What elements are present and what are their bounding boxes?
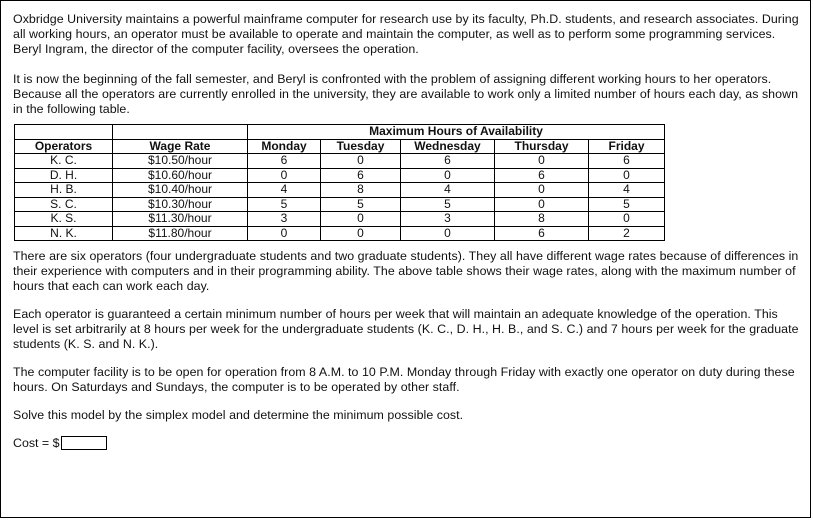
wage-cell: $10.60/hour xyxy=(113,168,248,183)
hours-cell: 0 xyxy=(248,226,321,241)
table-row xyxy=(15,154,665,169)
hours-cell: 0 xyxy=(321,226,401,241)
wage-cell: $10.40/hour xyxy=(113,183,248,198)
problem-content xyxy=(13,12,803,450)
operator-cell: S. C. xyxy=(15,197,113,212)
group-header: Maximum Hours of Availability xyxy=(248,125,665,140)
operator-cell: K. C. xyxy=(15,154,113,169)
hours-cell: 0 xyxy=(495,197,589,212)
question-paragraph: Solve this model by the simplex model and determine the minimum possible cost. xyxy=(13,408,464,422)
hours-cell: 5 xyxy=(321,197,401,212)
header-thursday: Thursday xyxy=(495,139,589,154)
header-tuesday: Tuesday xyxy=(321,139,401,154)
minimum-hours-paragraph: Each operator is guaranteed a certain minimum number of hours per week that will maintain an adequate knowledge of the operation. This level is set arbitrarily at 8 hours per week for the undergraduate students (K. C., D. H., H. B., and S. C.) and 7 hours per week for the graduate students (K. S. and N. K.). xyxy=(13,307,799,351)
table-row xyxy=(15,197,665,212)
hours-cell: 6 xyxy=(495,168,589,183)
wage-cell: $11.80/hour xyxy=(113,226,248,241)
table-row xyxy=(15,183,665,198)
operator-cell: N. K. xyxy=(15,226,113,241)
table-row xyxy=(15,168,665,183)
hours-cell: 5 xyxy=(401,197,495,212)
header-operators: Operators xyxy=(15,139,113,154)
wage-cell: $11.30/hour xyxy=(113,212,248,227)
header-friday: Friday xyxy=(589,139,665,154)
wage-cell: $10.50/hour xyxy=(113,154,248,169)
hours-cell: 0 xyxy=(401,226,495,241)
hours-cell: 0 xyxy=(321,154,401,169)
header-wednesday: Wednesday xyxy=(401,139,495,154)
cost-answer-row xyxy=(13,436,803,450)
operator-cell: K. S. xyxy=(15,212,113,227)
operator-cell: D. H. xyxy=(15,168,113,183)
hours-cell: 6 xyxy=(495,226,589,241)
header-wage-rate: Wage Rate xyxy=(113,139,248,154)
hours-cell: 4 xyxy=(248,183,321,198)
header-monday: Monday xyxy=(248,139,321,154)
hours-cell: 3 xyxy=(401,212,495,227)
hours-cell: 6 xyxy=(321,168,401,183)
hours-cell: 3 xyxy=(248,212,321,227)
schedule-paragraph: The computer facility is to be open for operation from 8 A.M. to 10 P.M. Monday through Friday with exactly one operator on duty during these hours. On Saturdays and Sundays, the computer is to be operated by other staff. xyxy=(13,365,795,394)
cost-label: Cost = $ xyxy=(13,436,60,450)
table-row xyxy=(15,226,665,241)
hours-cell: 6 xyxy=(589,154,665,169)
table-row xyxy=(15,212,665,227)
hours-cell: 0 xyxy=(495,183,589,198)
table-header-row xyxy=(15,139,665,154)
intro-paragraph: Oxbridge University maintains a powerful mainframe computer for research use by its faculty, Ph.D. students, and research associates. During all working hours, an operator must be available to operate and maintain the computer, as well as to perform some programming services. Beryl Ingram, the director of the computer facility, oversees the operation. xyxy=(13,12,799,56)
hours-cell: 6 xyxy=(401,154,495,169)
wage-cell: $10.30/hour xyxy=(113,197,248,212)
hours-cell: 0 xyxy=(495,154,589,169)
cost-input[interactable] xyxy=(61,436,107,450)
hours-cell: 0 xyxy=(589,212,665,227)
hours-cell: 0 xyxy=(589,168,665,183)
hours-cell: 4 xyxy=(401,183,495,198)
table-corner-cell xyxy=(113,125,248,140)
hours-cell: 0 xyxy=(321,212,401,227)
hours-cell: 5 xyxy=(248,197,321,212)
hours-cell: 4 xyxy=(589,183,665,198)
operators-info-paragraph: There are six operators (four undergraduate students and two graduate students). They all have different wage rates because of differences in their experience with computers and in their programming ability. The above table shows their wage rates, along with the maximum number of hours that each can work each day. xyxy=(13,249,799,293)
hours-cell: 0 xyxy=(401,168,495,183)
hours-cell: 8 xyxy=(495,212,589,227)
hours-cell: 2 xyxy=(589,226,665,241)
hours-cell: 8 xyxy=(321,183,401,198)
table-corner-cell xyxy=(15,125,113,140)
hours-cell: 6 xyxy=(248,154,321,169)
availability-table xyxy=(14,124,665,241)
hours-cell: 0 xyxy=(248,168,321,183)
problem-paragraph: It is now the beginning of the fall semester, and Beryl is confronted with the problem of assigning different working hours to her operators. Because all the operators are currently enrolled in the university, they are available to work only a limited number of hours each day, as shown in the following table. xyxy=(13,72,799,116)
operator-cell: H. B. xyxy=(15,183,113,198)
hours-cell: 5 xyxy=(589,197,665,212)
